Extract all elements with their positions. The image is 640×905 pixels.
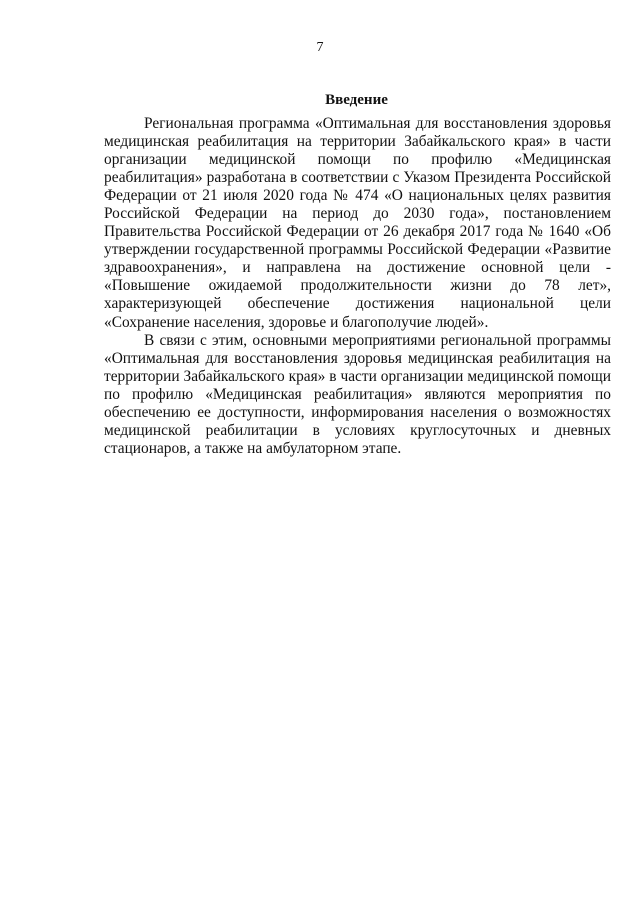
body-text — [104, 115, 611, 458]
paragraph-2: В связи с этим, основными мероприятиями региональной программы «Оптимальная для восстановления здоровья медицинская реабилитация на территории Забайкальского края» в части организации медицинской помощи по профилю «Медицинская реабилитация» являются мероприятия по обеспечению ее доступности, информирования населения о возможностях медицинской реабилитации в условиях круглосуточных и дневных стационаров, а также на амбулаторном этапе. — [104, 331, 611, 457]
page-number: 7 — [316, 40, 324, 55]
section-heading: Введение — [325, 92, 388, 108]
paragraph-1: Региональная программа «Оптимальная для восстановления здоровья медицинская реабилитация на территории Забайкальского края» в части организации медицинской помощи по профилю «Медицинская реабилитация» разработана в соответствии с Указом Президента Российской Федерации от 21 июля 2020 года № 474 «О национальных целях развития Российской Федерации на период до 2030 года», постановлением Правительства Российской Федерации от 26 декабря 2017 года № 1640 «Об утверждении государственной программы Российской Федерации «Развитие здравоохранения», и направлена на достижение основной цели - «Повышение ожидаемой продолжительности жизни до 78 лет», характеризующей обеспечение достижения национальной цели «Сохранение населения, здоровье и благополучие людей». — [104, 115, 611, 331]
